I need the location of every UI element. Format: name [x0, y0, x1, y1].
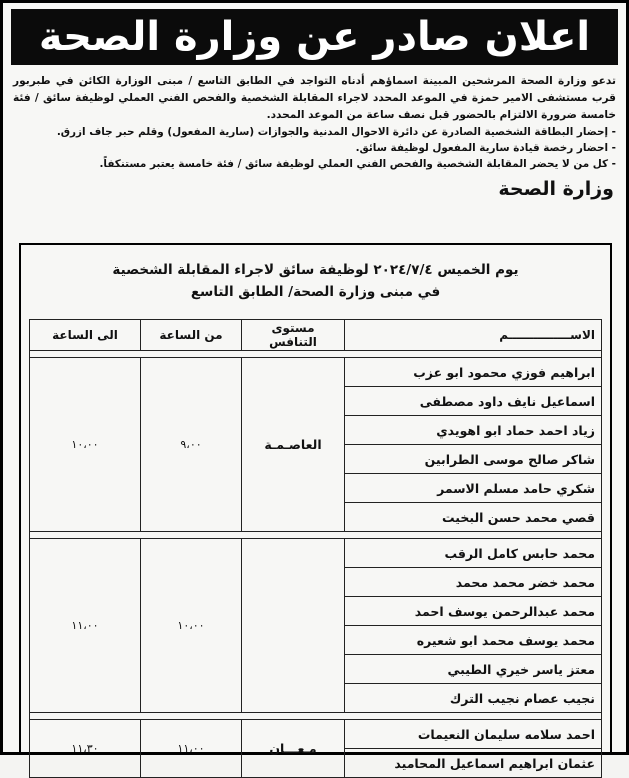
table-body — [30, 351, 602, 778]
candidate-name: نجيب عصام نجيب الترك — [345, 684, 602, 713]
requirement-item: - إحضار البطاقة الشخصية الصادرة عن دائرة الاحوال المدنية والجوازات (سارية المفعول) وقلم حبر جاف ازرق. — [56, 126, 616, 138]
candidates-table — [29, 319, 602, 778]
time-from: ١٠،٠٠ — [141, 539, 242, 713]
announcement-title: اعلان صادر عن وزارة الصحة — [38, 14, 591, 60]
column-header-from: من الساعة — [141, 320, 242, 351]
session-date-line: يوم الخميس ٢٠٢٤/٧/٤ لوظيفة سائق لاجراء المقابلة الشخصية — [112, 262, 519, 278]
ministry-label: وزارة الصحة — [498, 178, 614, 200]
separator-cell — [30, 532, 602, 539]
column-header-level: مستوى التنافس — [242, 320, 345, 351]
table-row — [30, 720, 602, 749]
separator-cell — [30, 351, 602, 358]
requirement-item: - كل من لا يحضر المقابلة الشخصية والفحص الفني العملي لوظيفة سائق / فئة خامسة يعتبر مستنكفاً. — [99, 158, 616, 170]
time-to: ١١،٣٠ — [30, 720, 141, 778]
group-separator — [30, 532, 602, 539]
column-header-name: الاســـــــــــــــم — [345, 320, 602, 351]
competition-level: مـعـــان — [242, 720, 345, 778]
requirement-item: - احضار رخصة قيادة سارية المفعول لوظيفة سائق. — [355, 142, 616, 154]
group-separator — [30, 713, 602, 720]
intro-text: تدعو وزارة الصحة المرشحين المبينة اسماؤهم أدناه التواجد في الطابق التاسع / مبنى الوزارة الكائن في طبربور قرب مستشفى الامير حمزة في الموعد المحدد لاجراء المقابلة الشخصية والفحص الفني العملي لوظيفة سائق / فئة خامسة ضرورة الالتزام بالحضور قبل نصف ساعة من الموعد المحدد. — [13, 75, 616, 121]
schedule-box — [19, 243, 612, 771]
candidate-name: زياد احمد حماد ابو اهويدي — [345, 416, 602, 445]
time-from: ٩،٠٠ — [141, 358, 242, 532]
time-from: ١١،٠٠ — [141, 720, 242, 778]
time-to: ١٠،٠٠ — [30, 358, 141, 532]
title-banner — [11, 9, 618, 65]
candidate-name: محمد يوسف محمد ابو شعيره — [345, 626, 602, 655]
table-header-row — [30, 320, 602, 351]
candidate-name: ابراهيم فوزي محمود ابو عزب — [345, 358, 602, 387]
candidate-name: عثمان ابراهيم اسماعيل المحاميد — [345, 749, 602, 778]
competition-level — [242, 539, 345, 713]
table-row — [30, 539, 602, 568]
separator-cell — [30, 713, 602, 720]
candidate-name: شكري حامد مسلم الاسمر — [345, 474, 602, 503]
session-location-line: في مبنى وزارة الصحة/ الطابق التاسع — [190, 284, 441, 300]
candidate-name: احمد سلامه سليمان النعيمات — [345, 720, 602, 749]
competition-level: العاصـمـة — [242, 358, 345, 532]
intro-paragraph — [13, 73, 616, 124]
candidate-name: معتز ياسر خيري الطيبي — [345, 655, 602, 684]
candidate-name: محمد عبدالرحمن يوسف احمد — [345, 597, 602, 626]
requirements-list — [13, 124, 616, 172]
time-to: ١١،٠٠ — [30, 539, 141, 713]
candidate-name: قصي محمد حسن البخيت — [345, 503, 602, 532]
table-row — [30, 358, 602, 387]
candidate-name: اسماعيل نايف داود مصطفى — [345, 387, 602, 416]
candidate-name: محمد خضر محمد محمد — [345, 568, 602, 597]
session-header — [21, 245, 610, 307]
group-separator — [30, 351, 602, 358]
candidate-name: شاكر صالح موسى الطرابين — [345, 445, 602, 474]
column-header-to: الى الساعة — [30, 320, 141, 351]
candidate-name: محمد حابس كامل الرقب — [345, 539, 602, 568]
